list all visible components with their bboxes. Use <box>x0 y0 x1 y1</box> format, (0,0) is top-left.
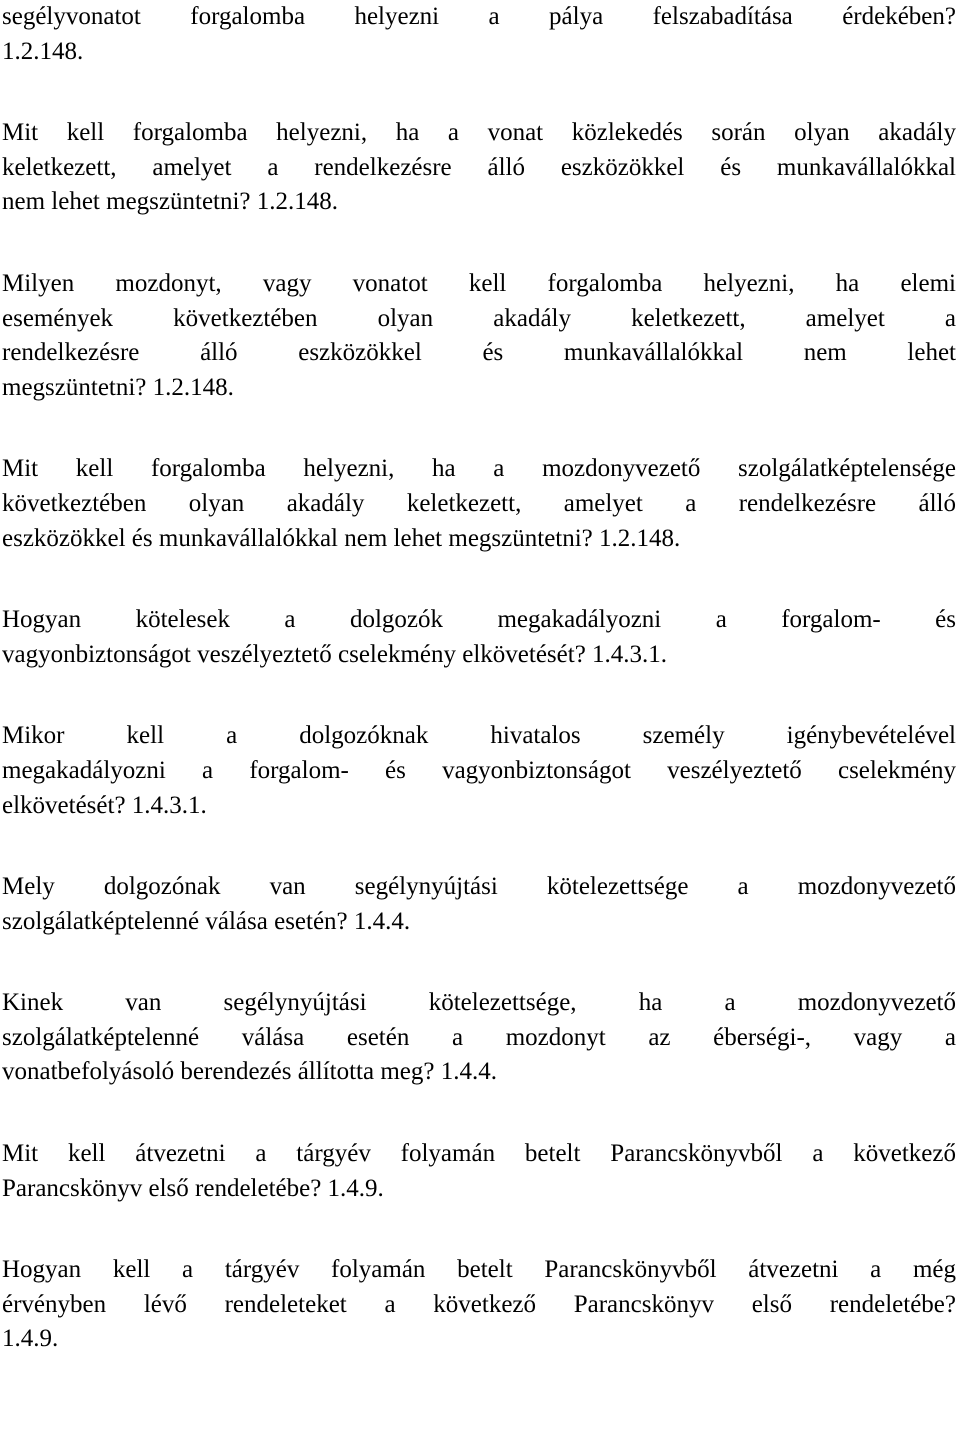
paragraph-line: elkövetését? 1.4.3.1. <box>2 791 207 819</box>
paragraph-line: Milyen mozdonyt, vagy vonatot kell forgalomba helyezni, ha elemi <box>2 269 956 297</box>
paragraph-9 <box>2 1137 956 1206</box>
paragraph-line: Hogyan kell a tárgyév folyamán betelt Parancskönyvből átvezetni a még <box>2 1256 956 1284</box>
paragraph-line: megakadályozni a forgalom- és vagyonbiztonságot veszélyeztető cselekmény <box>2 756 956 784</box>
paragraph-line: Mit kell forgalomba helyezni, ha a vonat közlekedés során olyan akadály <box>2 119 956 147</box>
paragraph-line: Parancskönyv első rendeletébe? 1.4.9. <box>2 1174 384 1202</box>
paragraph-line: 1.4.9. <box>2 1325 59 1353</box>
paragraph-line: keletkezett, amelyet a rendelkezésre álló eszközökkel és munkavállalókkal <box>2 153 956 181</box>
paragraph-line: eszközökkel és munkavállalókkal nem lehet megszüntetni? 1.2.148. <box>2 524 681 552</box>
paragraph-line: események következtében olyan akadály keletkezett, amelyet a <box>2 304 956 332</box>
paragraph-10 <box>2 1253 956 1357</box>
paragraph-line: szolgálatképtelenné válása esetén? 1.4.4. <box>2 907 411 935</box>
paragraph-5 <box>2 603 956 672</box>
paragraph-line: rendelkezésre álló eszközökkel és munkavállalókkal nem lehet <box>2 339 956 367</box>
paragraph-1 <box>2 0 956 69</box>
paragraph-line: Mikor kell a dolgozóknak hivatalos személy igénybevételével <box>2 722 956 750</box>
paragraph-line: Mely dolgozónak van segélynyújtási kötelezettsége a mozdonyvezető <box>2 873 956 901</box>
paragraph-line: vonatbefolyásoló berendezés állította meg? 1.4.4. <box>2 1058 497 1086</box>
document-page <box>2 0 956 1357</box>
paragraph-line: vagyonbiztonságot veszélyeztető cselekmény elkövetését? 1.4.3.1. <box>2 640 668 668</box>
paragraph-line: következtében olyan akadály keletkezett, amelyet a rendelkezésre álló <box>2 489 956 517</box>
paragraph-6 <box>2 719 956 823</box>
paragraph-line: megszüntetni? 1.2.148. <box>2 373 234 401</box>
paragraph-3 <box>2 267 956 405</box>
paragraph-line: Mit kell átvezetni a tárgyév folyamán betelt Parancskönyvből a következő <box>2 1140 956 1168</box>
paragraph-line: 1.2.148. <box>2 37 84 65</box>
paragraph-line: segélyvonatot forgalomba helyezni a pálya felszabadítása érdekében? <box>2 3 956 30</box>
paragraph-8 <box>2 986 956 1090</box>
paragraph-line: Mit kell forgalomba helyezni, ha a mozdonyvezető szolgálatképtelensége <box>2 455 956 483</box>
paragraph-line: érvényben lévő rendeleteket a következő Parancskönyv első rendeletébe? <box>2 1290 956 1318</box>
paragraph-4 <box>2 452 956 556</box>
paragraph-line: Kinek van segélynyújtási kötelezettsége, ha a mozdonyvezető <box>2 989 956 1017</box>
paragraph-line: nem lehet megszüntetni? 1.2.148. <box>2 188 339 216</box>
paragraph-2 <box>2 116 956 220</box>
paragraph-line: Hogyan kötelesek a dolgozók megakadályozni a forgalom- és <box>2 606 956 634</box>
paragraph-7 <box>2 870 956 939</box>
paragraph-line: szolgálatképtelenné válása esetén a mozdonyt az éberségi-, vagy a <box>2 1023 956 1051</box>
